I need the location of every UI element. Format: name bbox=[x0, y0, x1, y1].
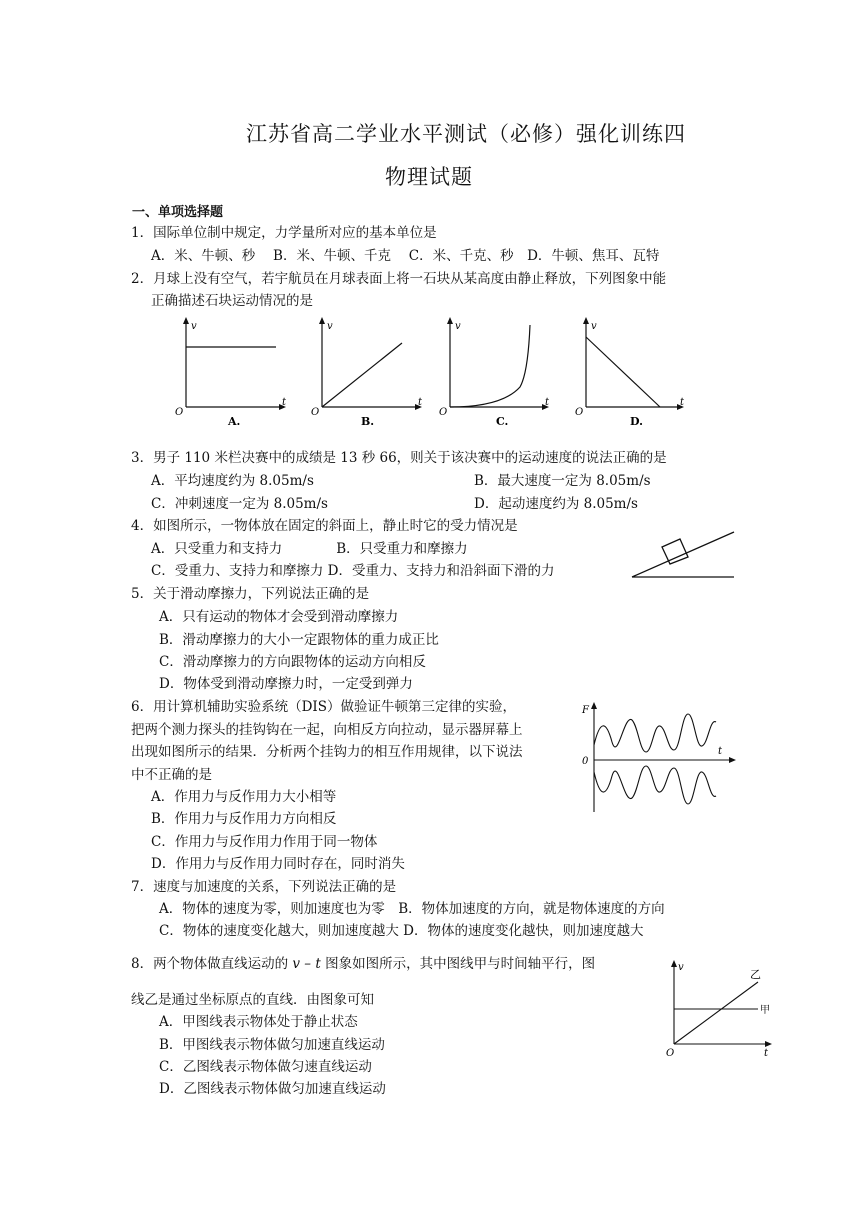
vt-graph-yi-label: 乙 bbox=[750, 968, 761, 981]
page-title: 江苏省高二学业水平测试（必修）强化训练四 bbox=[246, 122, 686, 146]
question-4-options-cd: C．受重力、支持力和摩擦力 D．受重力、支持力和沿斜面下滑的力 bbox=[151, 563, 555, 579]
graph-d-line bbox=[586, 337, 660, 407]
graph-c-v-label: v bbox=[455, 321, 461, 332]
question-4-options-ab: A．只受重力和支持力 B．只受重力和摩擦力 bbox=[151, 541, 468, 557]
question-3-option-c: C．冲刺速度一定为 8.05m/s bbox=[151, 496, 328, 512]
question-3-option-a: A．平均速度约为 8.05m/s bbox=[151, 473, 314, 489]
page-subtitle: 物理试题 bbox=[385, 165, 473, 189]
graph-b-line bbox=[322, 343, 402, 407]
graph-c-t-label: t bbox=[545, 397, 550, 408]
graph-d-v-label: v bbox=[591, 321, 597, 332]
question-8-option-a: A．甲图线表示物体处于静止状态 bbox=[159, 1014, 358, 1030]
question-6-option-d: D．作用力与反作用力同时存在，同时消失 bbox=[151, 856, 405, 872]
question-8-option-b: B．甲图线表示物体做匀加速直线运动 bbox=[159, 1037, 385, 1053]
force-graph-upper-wave bbox=[594, 714, 716, 752]
question-1-stem: 1．国际单位制中规定，力学量所对应的基本单位是 bbox=[131, 225, 437, 241]
question-1-options: A．米、牛顿、秒 B．米、牛顿、千克 C．米、千克、秒 D．牛顿、焦耳、瓦特 bbox=[151, 248, 660, 264]
question-5-option-d: D．物体受到滑动摩擦力时，一定受到弹力 bbox=[159, 676, 413, 692]
vt-graph-origin-label: O bbox=[666, 1048, 675, 1058]
question-6-option-b: B．作用力与反作用力方向相反 bbox=[151, 811, 337, 827]
incline-slope bbox=[632, 532, 734, 577]
question-7-stem: 7．速度与加速度的关系，下列说法正确的是 bbox=[131, 879, 397, 895]
question-6-stem-line4: 中不正确的是 bbox=[131, 767, 212, 783]
incline-block bbox=[662, 539, 688, 564]
question-2-graphs bbox=[170, 315, 690, 433]
vt-graph-t-label: t bbox=[764, 1048, 769, 1058]
vt-graph-v-label: v bbox=[678, 962, 684, 973]
graph-b-t-label: t bbox=[418, 397, 423, 408]
question-7-options-ab: A．物体的速度为零，则加速度也为零 B．物体加速度的方向，就是物体速度的方向 bbox=[159, 901, 665, 917]
question-6-stem-line1: 6．用计算机辅助实验系统（DIS）做验证牛顿第三定律的实验， bbox=[131, 699, 516, 715]
graph-c-caption: C. bbox=[496, 415, 509, 428]
question-3-option-b: B．最大速度一定为 8.05m/s bbox=[474, 473, 651, 489]
question-6-option-a: A．作用力与反作用力大小相等 bbox=[151, 789, 337, 805]
force-graph-t-label: t bbox=[718, 746, 723, 757]
question-6-option-c: C．作用力与反作用力作用于同一物体 bbox=[151, 834, 378, 850]
graph-d-caption: D. bbox=[630, 415, 643, 428]
graph-a-v-label: v bbox=[191, 321, 197, 332]
question-8-stem-part1: 8．两个物体做直线运动的 bbox=[131, 956, 293, 972]
question-7-options-cd: C．物体的速度变化越大，则加速度越大 D．物体的速度变化越快，则加速度越大 bbox=[159, 923, 644, 939]
incline-diagram bbox=[628, 520, 738, 582]
question-5-option-b: B．滑动摩擦力的大小一定跟物体的重力成正比 bbox=[159, 632, 439, 648]
section-heading: 一、单项选择题 bbox=[132, 205, 224, 220]
graph-d-origin-label: O bbox=[575, 407, 584, 418]
question-6-stem-line3: 出现如图所示的结果．分析两个挂钩力的相互作用规律，以下说法 bbox=[131, 744, 523, 760]
question-4-stem: 4．如图所示，一物体放在固定的斜面上，静止时它的受力情况是 bbox=[131, 518, 518, 534]
graph-b-origin-label: O bbox=[311, 407, 320, 418]
question-2-stem-line1: 2．月球上没有空气，若宇航员在月球表面上将一石块从某高度由静止释放，下列图象中能 bbox=[131, 271, 667, 287]
graph-b-caption: B. bbox=[361, 415, 375, 428]
question-5-option-a: A．只有运动的物体才会受到滑动摩擦力 bbox=[159, 609, 399, 625]
question-8-vt-graph bbox=[660, 958, 775, 1058]
question-5-stem: 5．关于滑动摩擦力，下列说法正确的是 bbox=[131, 586, 370, 602]
graph-a-caption: A. bbox=[228, 415, 241, 428]
vt-graph-line-yi bbox=[674, 982, 758, 1044]
graph-d-t-label: t bbox=[680, 397, 685, 408]
graph-c-curve bbox=[450, 325, 530, 407]
graph-c-origin-label: O bbox=[439, 407, 448, 418]
question-5-option-c: C．滑动摩擦力的方向跟物体的运动方向相反 bbox=[159, 654, 426, 670]
question-8-option-c: C．乙图线表示物体做匀速直线运动 bbox=[159, 1059, 372, 1075]
vt-graph-jia-label: 甲 bbox=[760, 1005, 770, 1016]
question-3-stem: 3．男子 110 米栏决赛中的成绩是 13 秒 66，则关于该决赛中的运动速度的说法正确的是 bbox=[131, 450, 667, 466]
question-8-stem-part2: 图象如图所示，其中图线甲与时间轴平行，图 bbox=[320, 956, 596, 972]
force-sensor-graph bbox=[578, 700, 738, 815]
graph-b-v-label: v bbox=[327, 321, 333, 332]
graph-a-origin-label: O bbox=[175, 407, 184, 418]
question-3-option-d: D．起动速度约为 8.05m/s bbox=[474, 496, 638, 512]
graph-a-t-label: t bbox=[282, 397, 287, 408]
question-6-stem-line2: 把两个测力探头的挂钩钩在一起，向相反方向拉动，显示器屏幕上 bbox=[131, 722, 523, 738]
force-graph-f-label: F bbox=[582, 705, 589, 716]
force-graph-origin-label: 0 bbox=[582, 756, 589, 767]
question-8-stem-line2: 线乙是通过坐标原点的直线．由图象可知 bbox=[131, 992, 374, 1008]
question-8-stem-line1 bbox=[131, 952, 595, 972]
question-2-stem-line2: 正确描述石块运动情况的是 bbox=[151, 293, 313, 309]
question-8-vt-symbol: v – t bbox=[292, 956, 321, 972]
force-graph-lower-wave bbox=[594, 766, 716, 804]
question-8-option-d: D．乙图线表示物体做匀加速直线运动 bbox=[159, 1081, 386, 1097]
